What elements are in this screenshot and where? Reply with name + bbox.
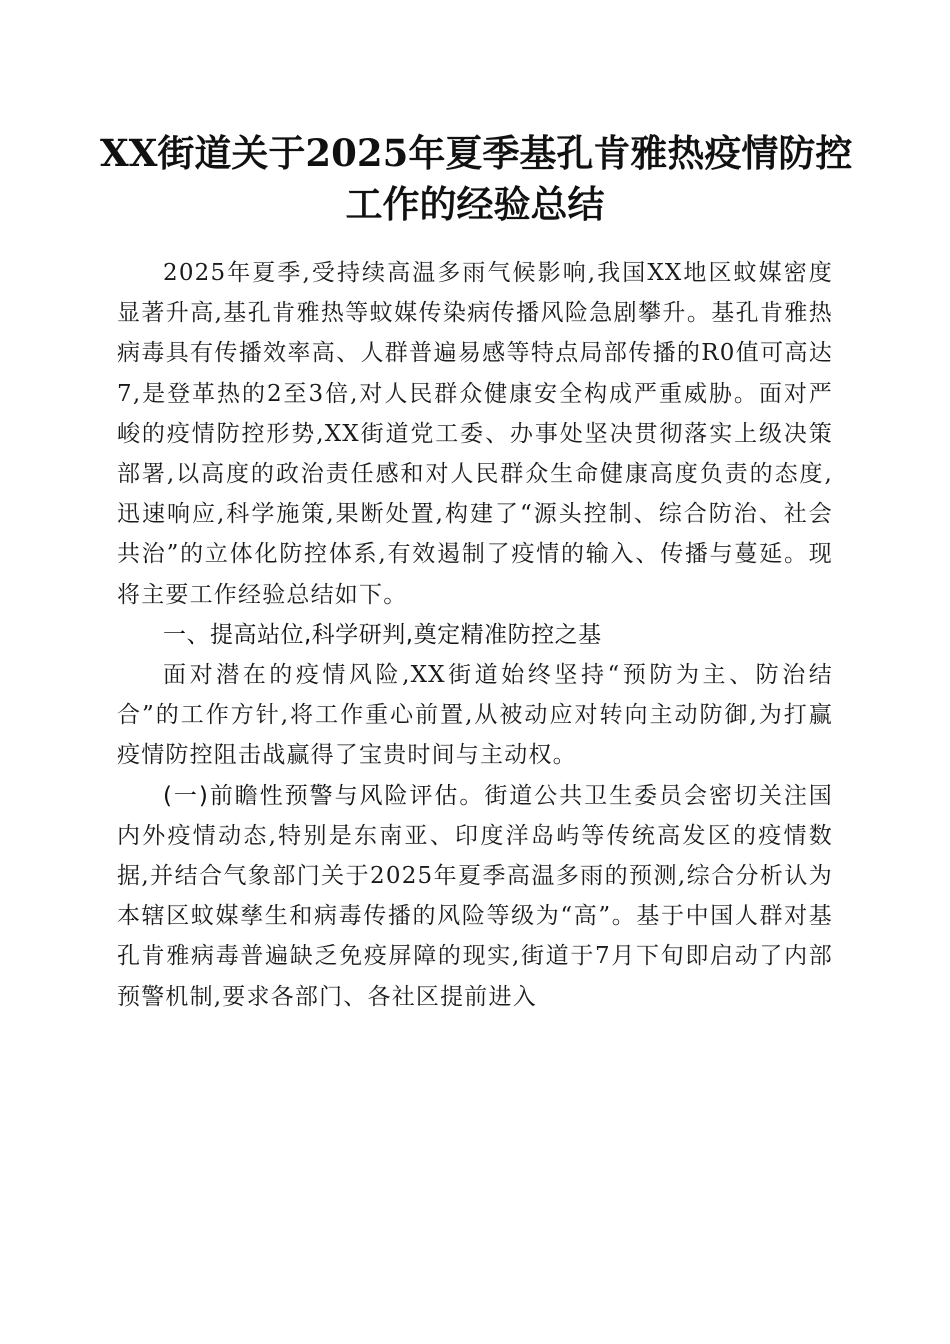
title-line-1: XX街道关于2025年夏季基孔肯雅热疫情防控 — [100, 131, 853, 175]
document-body — [117, 253, 833, 1017]
title-line-2: 工作的经验总结 — [345, 182, 605, 226]
intro-paragraph: 2025年夏季,受持续高温多雨气候影响,我国XX地区蚊媒密度显著升高,基孔肯雅热等蚊媒传染病传播风险急剧攀升。基孔肯雅热病毒具有传播效率高、人群普遍易感等特点局部传播的R0值可高达7,是登革热的2至3倍,对人民群众健康安全构成严重威胁。面对严峻的疫情防控形势,XX街道党工委、办事处坚决贯彻落实上级决策部署,以高度的政治责任感和对人民群众生命健康高度负责的态度,迅速响应,科学施策,果断处置,构建了“源头控制、综合防治、社会共治”的立体化防控体系,有效遏制了疫情的输入、传播与蔓延。现将主要工作经验总结如下。 — [117, 260, 833, 608]
subsection-1-text: 街道公共卫生委员会密切关注国内外疫情动态,特别是东南亚、印度洋岛屿等传统高发区的疫情数据,并结合气象部门关于2025年夏季高温多雨的预测,综合分析认为本辖区蚊媒孳生和病毒传播的风险等级为“高”。基于中国人群对基孔肯雅病毒普遍缺乏免疫屏障的现实,街道于7月下旬即启动了内部预警机制,要求各部门、各社区提前进入 — [117, 782, 833, 1010]
section-1-paragraph: 面对潜在的疫情风险,XX街道始终坚持“预防为主、防治结合”的工作方针,将工作重心前置,从被动应对转向主动防御,为打赢疫情防控阻击战赢得了宝贵时间与主动权。 — [117, 662, 833, 769]
section-1-heading: 一、提高站位,科学研判,奠定精准防控之基 — [163, 621, 602, 648]
document-title — [100, 128, 853, 230]
subsection-1-paragraph — [117, 776, 833, 1017]
subsection-1-lead: (一)前瞻性预警与风险评估。 — [163, 782, 485, 809]
